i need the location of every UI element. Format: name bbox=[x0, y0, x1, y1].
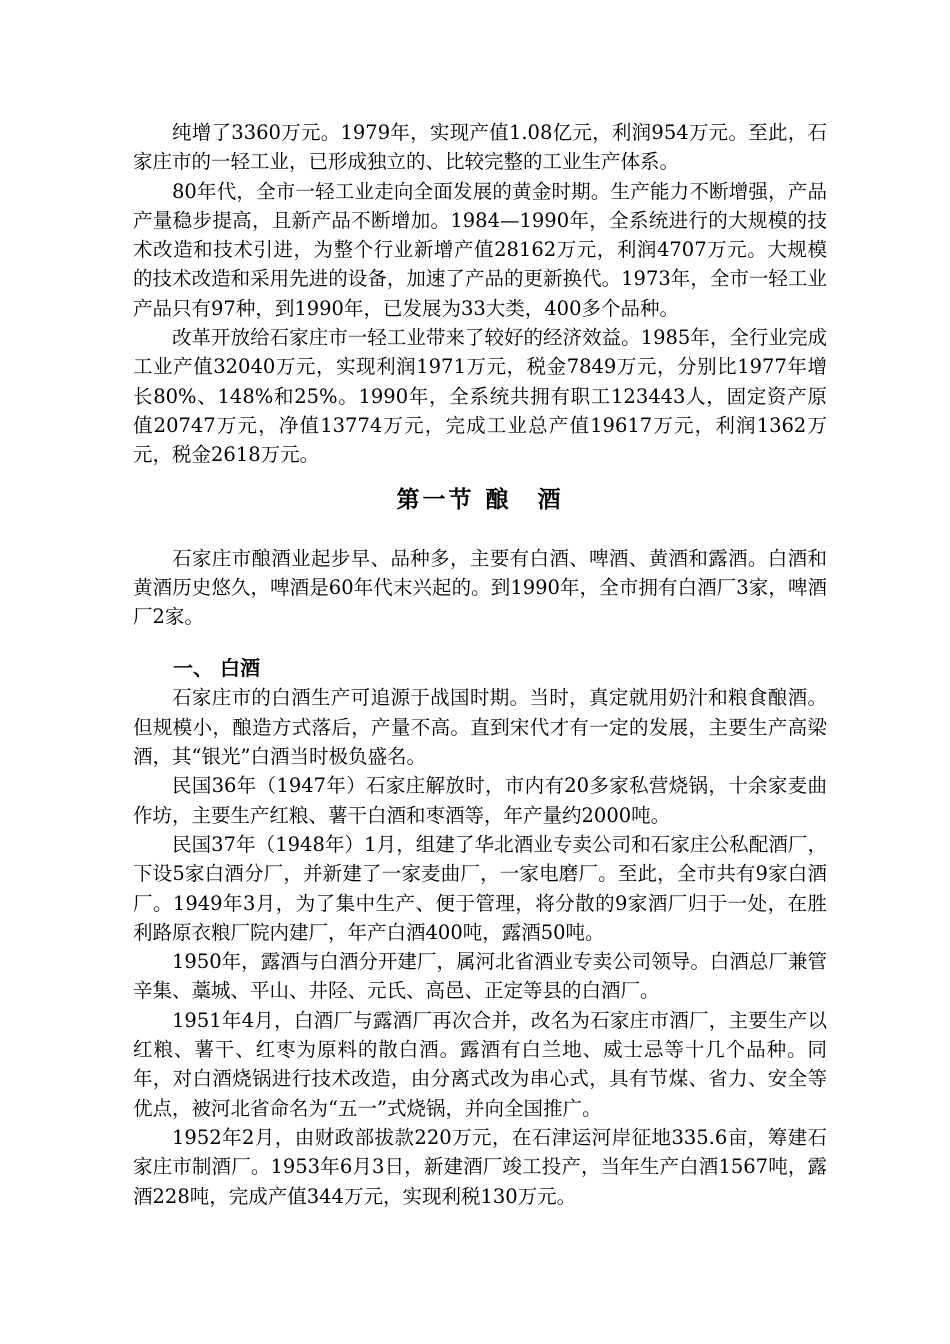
paragraph-baijiu-3: 民国37年（1948年）1月，组建了华北酒业专卖公司和石家庄公私配酒厂，下设5家白酒分厂，并新建了一家麦曲厂，一家电磨厂。至此，全市共有9家白酒厂。1949年3月，为了集中生产、便于管理，将分散的9家酒厂归于一处，在胜利路原衣粮厂院内建厂，年产白酒400吨，露酒50吨。 bbox=[133, 832, 827, 944]
paragraph-baijiu-1: 石家庄市的白酒生产可追源于战国时期。当时，真定就用奶汁和粮食酿酒。但规模小，酿造方式落后，产量不高。直到宋代才有一定的发展，主要生产高梁酒，其“银光”白酒当时极负盛名。 bbox=[133, 686, 827, 769]
subsection-title: 一、 白酒 bbox=[173, 656, 260, 681]
paragraph-baijiu-4: 1950年，露酒与白酒分开建厂，属河北省酒业专卖公司领导。白酒总厂兼管辛集、藁城、平山、井陉、元氏、高邑、正定等县的白酒厂。 bbox=[133, 950, 827, 1003]
paragraph-baijiu-5: 1951年4月，白酒厂与露酒厂再次合并，改名为石家庄市酒厂，主要生产以红粮、薯干、红枣为原料的散白酒。露酒有白兰地、威士忌等十几个品种。同年，对白酒烧锅进行技术改造，由分离式改为串心式，具有节煤、省力、安全等优点，被河北省命名为“五一”式烧锅，并向全国推广。 bbox=[133, 1008, 827, 1120]
paragraph-baijiu-2: 民国36年（1947年）石家庄解放时，市内有20多家私营烧锅，十余家麦曲作坊，主要生产红粮、薯干白酒和枣酒等，年产量约2000吨。 bbox=[133, 774, 827, 827]
paragraph-baijiu-6: 1952年2月，由财政部拔款220万元，在石津运河岸征地335.6亩，筹建石家庄市制酒厂。1953年6月3日，新建酒厂竣工投产，当年生产白酒1567吨，露酒228吨，完成产值344万元，实现利税130万元。 bbox=[133, 1125, 827, 1208]
paragraph-section-1: 石家庄市酿酒业起步早、品种多，主要有白酒、啤酒、黄酒和露酒。白酒和黄酒历史悠久，啤酒是60年代末兴起的。到1990年，全市拥有白酒厂3家，啤酒厂2家。 bbox=[133, 546, 827, 629]
paragraph-intro-3: 改革开放给石家庄市一轻工业带来了较好的经济效益。1985年，全行业完成工业产值32040万元，实现利润1971万元，税金7849万元，分别比1977年增长80%、148%和25%。1990年，全系统共拥有职工123443人，固定资产原值20747万元，净值13774万元，完成工业总产值19617万元，利润1362万元，税金2618万元。 bbox=[133, 326, 827, 467]
paragraph-intro-2: 80年代，全市一轻工业走向全面发展的黄金时期。生产能力不断增强，产品产量稳步提高，且新产品不断增加。1984—1990年，全系统进行的大规模的技术改造和技术引进，为整个行业新增产值28162万元，利润4707万元。大规模的技术改造和采用先进的设备，加速了产品的更新换代。1973年，全市一轻工业产品只有97种，到1990年，已发展为33大类，400多个品种。 bbox=[133, 179, 827, 320]
paragraph-intro-1: 纯增了3360万元。1979年，实现产值1.08亿元，利润954万元。至此，石家庄市的一轻工业，已形成独立的、比较完整的工业生产体系。 bbox=[133, 121, 827, 174]
document-page bbox=[133, 118, 827, 1211]
section-title: 第一节 酿 酒 bbox=[396, 486, 564, 513]
